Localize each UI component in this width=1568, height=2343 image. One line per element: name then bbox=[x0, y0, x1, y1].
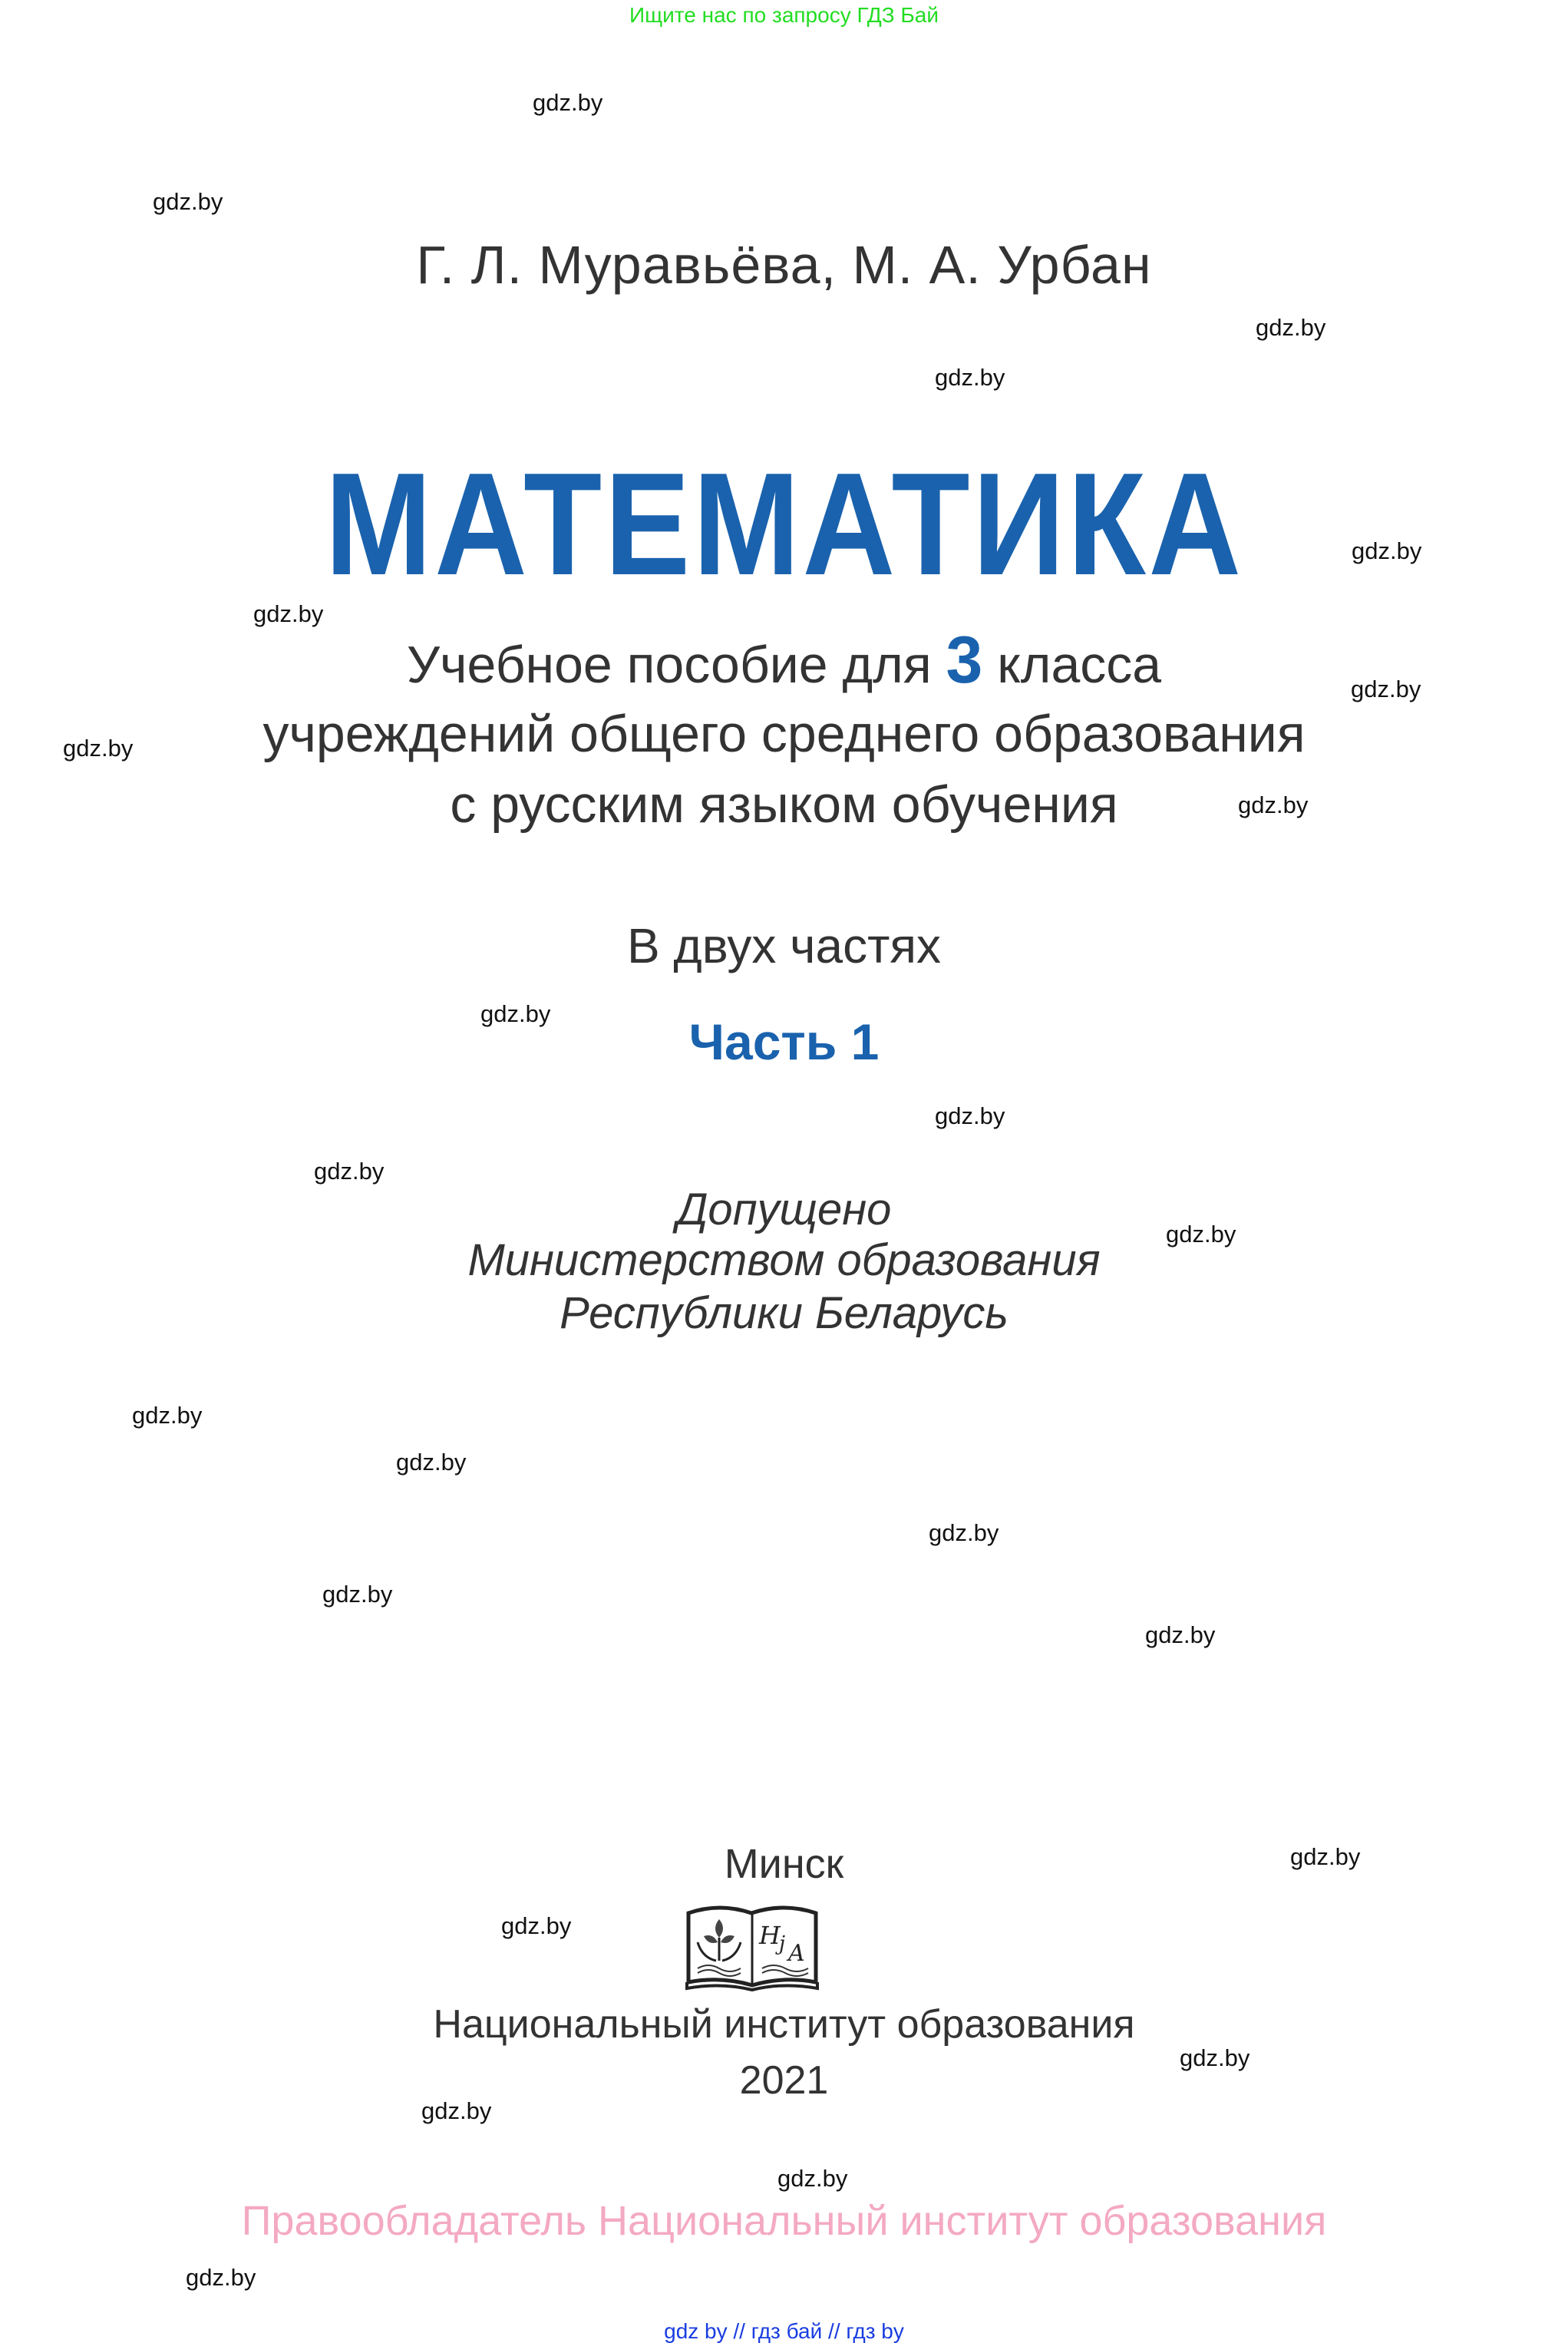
svg-text:A: A bbox=[788, 1940, 805, 1967]
subtitle-line-1 bbox=[406, 623, 1162, 697]
watermark: gdz.by bbox=[1352, 537, 1422, 564]
watermark: gdz.by bbox=[1256, 314, 1326, 341]
watermark: gdz.by bbox=[186, 2264, 256, 2291]
svg-text:j: j bbox=[779, 1932, 786, 1955]
watermark: gdz.by bbox=[533, 89, 603, 116]
watermark: gdz.by bbox=[501, 1912, 572, 1939]
subtitle-prefix: Учебное пособие для bbox=[406, 636, 946, 694]
city: Минск bbox=[724, 1841, 844, 1887]
subtitle-line-3: с русским языком обучения bbox=[450, 775, 1118, 834]
approval-line-3: Республики Беларусь bbox=[560, 1288, 1008, 1338]
watermark: gdz.by bbox=[421, 2097, 492, 2124]
svg-text:H: H bbox=[759, 1921, 781, 1950]
watermark: gdz.by bbox=[314, 1158, 385, 1185]
subtitle-suffix: класса bbox=[982, 636, 1162, 694]
watermark: gdz.by bbox=[132, 1402, 203, 1429]
footer-link-gdz-bai[interactable]: гдз бай bbox=[751, 2319, 823, 2343]
approval-line-1: Допущено bbox=[676, 1185, 892, 1234]
watermark: gdz.by bbox=[1145, 1621, 1216, 1648]
approval-line-2: Министерством образования bbox=[467, 1235, 1101, 1285]
grade-number: 3 bbox=[946, 623, 983, 697]
watermark: gdz.by bbox=[929, 1519, 999, 1546]
watermark: gdz.by bbox=[935, 364, 1005, 391]
footer-separator: // bbox=[733, 2319, 745, 2343]
authors: Г. Л. Муравьёва, М. А. Урбан bbox=[416, 235, 1152, 295]
watermark: gdz.by bbox=[1238, 791, 1309, 818]
watermark: gdz.by bbox=[1351, 676, 1421, 702]
watermark: gdz.by bbox=[396, 1449, 467, 1476]
footer-link-gdz-by[interactable]: gdz by bbox=[664, 2319, 728, 2343]
watermark: gdz.by bbox=[480, 1000, 551, 1027]
copyright-holder: Правообладатель Национальный институт образования bbox=[241, 2198, 1327, 2244]
part-label: Часть 1 bbox=[688, 1013, 880, 1070]
watermark: gdz.by bbox=[935, 1102, 1005, 1129]
search-banner: Ищите нас по запросу ГДЗ Бай bbox=[629, 3, 939, 27]
watermark: gdz.by bbox=[1166, 1221, 1236, 1248]
watermark: gdz.by bbox=[153, 188, 223, 215]
footer-separator: // bbox=[828, 2319, 840, 2343]
watermark: gdz.by bbox=[777, 2165, 848, 2192]
publication-year: 2021 bbox=[739, 2058, 829, 2103]
publisher-name: Национальный институт образования bbox=[433, 2002, 1135, 2047]
watermark: gdz.by bbox=[63, 735, 134, 762]
watermark: gdz.by bbox=[322, 1581, 393, 1608]
watermark: gdz.by bbox=[1290, 1843, 1361, 1870]
book-title: МАТЕМАТИКА bbox=[324, 443, 1244, 606]
watermark: gdz.by bbox=[253, 600, 324, 627]
parts-note: В двух частях bbox=[626, 918, 942, 973]
footer-link-gdz-by-cyr[interactable]: гдз by bbox=[846, 2319, 904, 2343]
publisher-logo-icon bbox=[685, 1902, 819, 1991]
footer-links bbox=[664, 2321, 904, 2342]
watermark: gdz.by bbox=[1180, 2044, 1250, 2071]
subtitle-line-2: учреждений общего среднего образования bbox=[262, 705, 1306, 763]
